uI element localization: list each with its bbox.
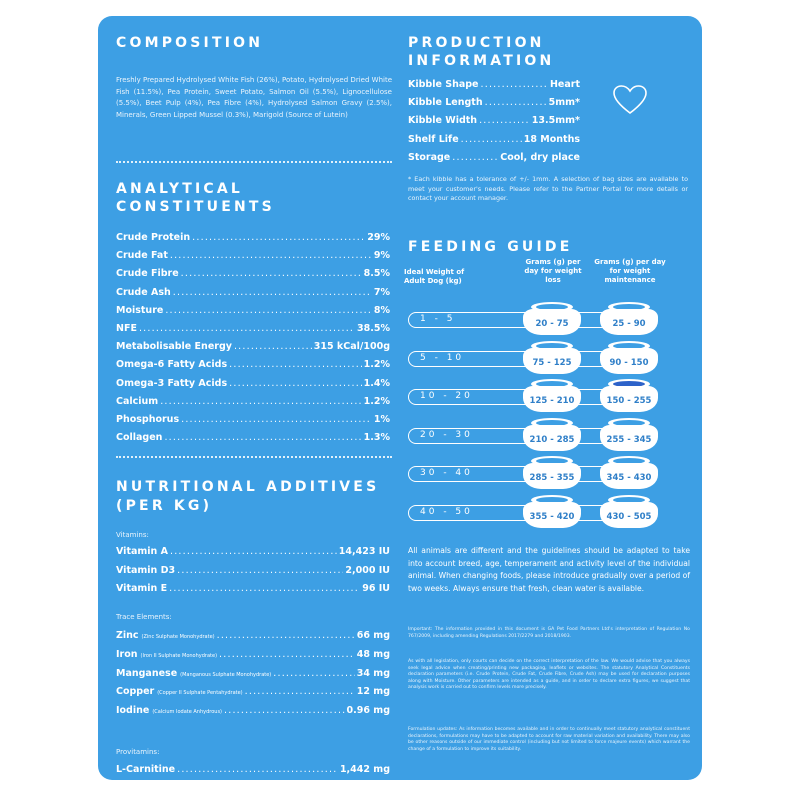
grams-weight-loss: 20 - 75 [535, 319, 569, 329]
row-label: Manganese [116, 667, 178, 679]
legal-interpretation: As with all legislation, only courts can decide on the correct interpretation of the law. We would advise that you always seek legal advice when creating/printing new packaging, leaflets or websites. The statutory Analytical Constituents declaration parameters (i.e. Crude Protein, Crude Fat, Crude Fibre, Crude Ash) may be used for declaration purposes along with Moisture. Other parameters are intended as a guide, and in order to declare extra figures, we suggest that analysis work is carried out to confirm levels more precisely. [408, 659, 690, 691]
production-row [408, 134, 580, 146]
additives-title-line2: (PER KG) [116, 498, 213, 514]
row-label: Crude Fat [116, 250, 168, 262]
analytical-row [116, 305, 390, 317]
row-sublabel: (Calcium Iodate Anhydrous) [152, 709, 223, 716]
row-label: Kibble Shape [408, 79, 479, 90]
leader-dots [192, 232, 365, 244]
legal-important: Important: The information provided in this document is GA Pet Food Partners Ltd's interpretation of Regulation No 767/2009, including amending Regulations 2017/2279 and 2018/1903. [408, 627, 690, 639]
row-value: 7% [373, 286, 390, 298]
analytical-row [116, 414, 390, 426]
leader-dots [177, 764, 338, 776]
row-label: Storage [408, 151, 451, 163]
analytical-row [116, 268, 390, 280]
grams-weight-loss: 285 - 355 [529, 473, 575, 483]
analytical-row [116, 396, 390, 408]
analytical-row [116, 287, 390, 299]
row-label: NFE [116, 323, 137, 334]
row-label: Phosphorus [116, 414, 180, 425]
leader-dots [160, 396, 361, 408]
additives-title-line1: NUTRITIONAL ADDITIVES [116, 479, 380, 495]
production-title-line2: INFORMATION [408, 53, 555, 69]
leader-dots [234, 341, 312, 353]
row-value: Cool, dry place [500, 151, 580, 163]
row-label: Crude Protein [116, 232, 191, 243]
composition-title: COMPOSITION [116, 35, 264, 51]
row-label: Iron [116, 648, 138, 660]
maintenance-bowl [600, 379, 658, 413]
production-footnote: * Each kibble has a tolerance of +/- 1mm. A selection of bag sizes are available to meet your customer's needs. Please refer to the Partner Portal for more details or contact your account manager. [408, 175, 688, 203]
production-row [408, 115, 580, 127]
row-value: Heart [549, 79, 580, 90]
leader-dots [170, 250, 372, 262]
leader-dots [219, 649, 355, 661]
dog-weight-range: 10 - 20 [420, 391, 473, 401]
dog-weight-range: 20 - 30 [420, 429, 473, 440]
maintenance-bowl [600, 302, 658, 336]
vitamin-row [116, 546, 390, 558]
dog-weight-range: 5 - 10 [420, 352, 465, 363]
grams-weight-loss: 125 - 210 [529, 396, 575, 406]
row-label: Crude Ash [116, 286, 171, 298]
production-row [408, 97, 580, 109]
provitamin-row [116, 764, 390, 776]
leader-dots [485, 97, 547, 109]
leader-dots [229, 359, 362, 371]
leader-dots [170, 546, 337, 558]
leader-dots [139, 323, 355, 335]
row-value: 12 mg [356, 686, 390, 698]
row-label: Collagen [116, 432, 163, 444]
row-value: 66 mg [356, 630, 390, 641]
weight-loss-bowl [523, 379, 581, 413]
row-label: Shelf Life [408, 133, 459, 145]
row-sublabel: (Copper II Sulphate Pentahydrate) [157, 690, 243, 697]
row-label: Omega-6 Fatty Acids [116, 359, 228, 371]
weight-loss-bowl [523, 456, 581, 490]
product-info-card [98, 16, 702, 780]
leader-dots [245, 686, 355, 698]
leader-dots [164, 432, 361, 444]
grams-maintenance: 430 - 505 [606, 511, 652, 522]
leader-dots [169, 583, 360, 595]
row-value: 1% [373, 414, 390, 425]
maintenance-bowl [600, 418, 658, 452]
row-value: 1.2% [363, 395, 390, 407]
analytical-title-line2: CONSTITUENTS [116, 199, 275, 215]
trace-element-row [116, 668, 390, 681]
row-value: 14,423 IU [338, 546, 390, 557]
row-label: Kibble Length [408, 97, 483, 109]
grams-maintenance: 345 - 430 [606, 473, 652, 483]
weight-loss-bowl [523, 302, 581, 336]
col-weight-header: Ideal Weight of Adult Dog (kg) [404, 268, 465, 285]
row-value: 48 mg [356, 648, 390, 660]
production-title-line1: PRODUCTION [408, 35, 545, 51]
leader-dots [177, 565, 343, 577]
divider [116, 161, 392, 163]
provitamins-label: Provitamins: [116, 748, 160, 756]
dog-weight-range: 1 - 5 [420, 314, 456, 324]
row-value: 315 kCal/100g [313, 341, 390, 353]
row-value: 34 mg [356, 667, 390, 679]
maintenance-bowl [600, 495, 658, 529]
row-value: 96 IU [362, 583, 390, 594]
trace-element-row [116, 649, 390, 662]
row-value: 18 Months [523, 133, 580, 145]
row-value: 5mm* [548, 97, 580, 109]
analytical-row [116, 378, 390, 390]
vitamin-row [116, 583, 390, 595]
weight-loss-bowl [523, 418, 581, 452]
vitamins-label: Vitamins: [116, 531, 149, 539]
row-label: Crude Fibre [116, 268, 179, 280]
weight-loss-bowl [523, 341, 581, 375]
col-maintenance-header: Grams (g) per day for weight maintenance [594, 258, 666, 284]
grams-maintenance: 90 - 150 [609, 357, 649, 368]
row-value: 29% [367, 232, 390, 243]
row-value: 8% [373, 304, 390, 316]
row-value: 1.3% [363, 432, 390, 444]
leader-dots [181, 414, 372, 426]
row-value: 8.5% [363, 268, 390, 280]
row-sublabel: (Manganous Sulphate Monohydrate) [180, 671, 272, 678]
row-label: Calcium [116, 395, 159, 407]
row-label: Vitamin D3 [116, 564, 176, 576]
production-row [408, 152, 580, 164]
row-label: Metabolisable Energy [116, 341, 232, 353]
row-value: 1.2% [363, 359, 390, 371]
trace-element-row [116, 686, 390, 699]
row-label: Iodine [116, 705, 150, 717]
vitamin-row [116, 565, 390, 577]
feeding-guide-title: FEEDING GUIDE [408, 239, 573, 255]
grams-maintenance: 255 - 345 [606, 434, 652, 445]
leader-dots [479, 115, 530, 127]
leader-dots [452, 152, 498, 164]
analytical-row [116, 323, 390, 335]
row-sublabel: (Zinc Sulphate Monohydrate) [141, 634, 215, 640]
trace-element-row [116, 630, 390, 643]
feeding-note: All animals are different and the guidelines should be adapted to take into account breed, age, temperament and activity level of the individual animal. When changing foods, please introduce gradually over a period of two weeks. Always ensure that fresh, clean water is available. [408, 546, 690, 593]
col-weight-loss-header: Grams (g) per day for weight loss [524, 258, 582, 284]
row-value: 0.96 mg [346, 705, 390, 717]
trace-elements-label: Trace Elements: [116, 613, 172, 621]
leader-dots [273, 668, 355, 680]
row-label: Zinc [116, 630, 139, 641]
row-label: Moisture [116, 304, 164, 316]
row-value: 1,442 mg [339, 764, 390, 775]
row-label: Copper [116, 686, 155, 698]
grams-maintenance: 150 - 255 [606, 396, 652, 406]
analytical-title-line1: ANALYTICAL [116, 181, 244, 197]
dog-weight-range: 40 - 50 [420, 506, 473, 517]
row-value: 9% [373, 250, 390, 262]
row-value: 13.5mm* [531, 115, 580, 127]
trace-element-row [116, 705, 390, 718]
leader-dots [229, 378, 362, 390]
production-row [408, 79, 580, 91]
grams-maintenance: 25 - 90 [612, 319, 646, 329]
leader-dots [481, 79, 548, 91]
leader-dots [165, 305, 372, 317]
divider [116, 456, 392, 458]
leader-dots [217, 630, 355, 642]
composition-text: Freshly Prepared Hydrolysed White Fish (26%), Potato, Hydrolysed Dried White Fish (11.5%), Pea Protein, Sweet Potato, Salmon Oil (5.5%), Lignocellulose (5.5%), Beet Pulp (4%), Pea Fibre (4%), Hydrolysed Salmon Gravy (2.5%), Minerals, Green Lipped Mussel (0.3%), Marigold (Source of Lutein) [116, 76, 392, 119]
weight-loss-bowl [523, 495, 581, 529]
row-label: Kibble Width [408, 115, 478, 127]
analytical-row [116, 359, 390, 371]
analytical-row [116, 250, 390, 262]
maintenance-bowl [600, 341, 658, 375]
analytical-row [116, 341, 390, 353]
heart-outline-icon [612, 84, 648, 116]
analytical-row [116, 232, 390, 244]
row-value: 1.4% [363, 377, 390, 389]
row-label: Omega-3 Fatty Acids [116, 377, 228, 389]
row-label: Vitamin E [116, 583, 168, 594]
leader-dots [181, 268, 362, 280]
leader-dots [224, 705, 345, 717]
grams-weight-loss: 355 - 420 [529, 511, 575, 522]
row-label: L-Carnitine [116, 764, 176, 775]
leader-dots [173, 287, 372, 299]
grams-weight-loss: 75 - 125 [532, 357, 572, 368]
row-label: Vitamin A [116, 546, 168, 557]
analytical-row [116, 432, 390, 444]
grams-weight-loss: 210 - 285 [529, 434, 575, 445]
row-value: 2,000 IU [345, 564, 390, 576]
maintenance-bowl [600, 456, 658, 490]
dog-weight-range: 30 - 40 [420, 468, 473, 478]
row-value: 38.5% [357, 323, 390, 334]
row-sublabel: (Iron II Sulphate Monohydrate) [140, 652, 218, 659]
legal-formulation-updates: Formulation updates: As information becomes available and in order to continually meet statutory analytical constituent declarations, formulations may have to be adapted to account for raw material variation and availability. There may also be other reasons outside of our immediate control (including but not limited to force majeure events) which warrant the change of a formulation to improve its suitability. [408, 727, 690, 752]
leader-dots [461, 134, 522, 146]
